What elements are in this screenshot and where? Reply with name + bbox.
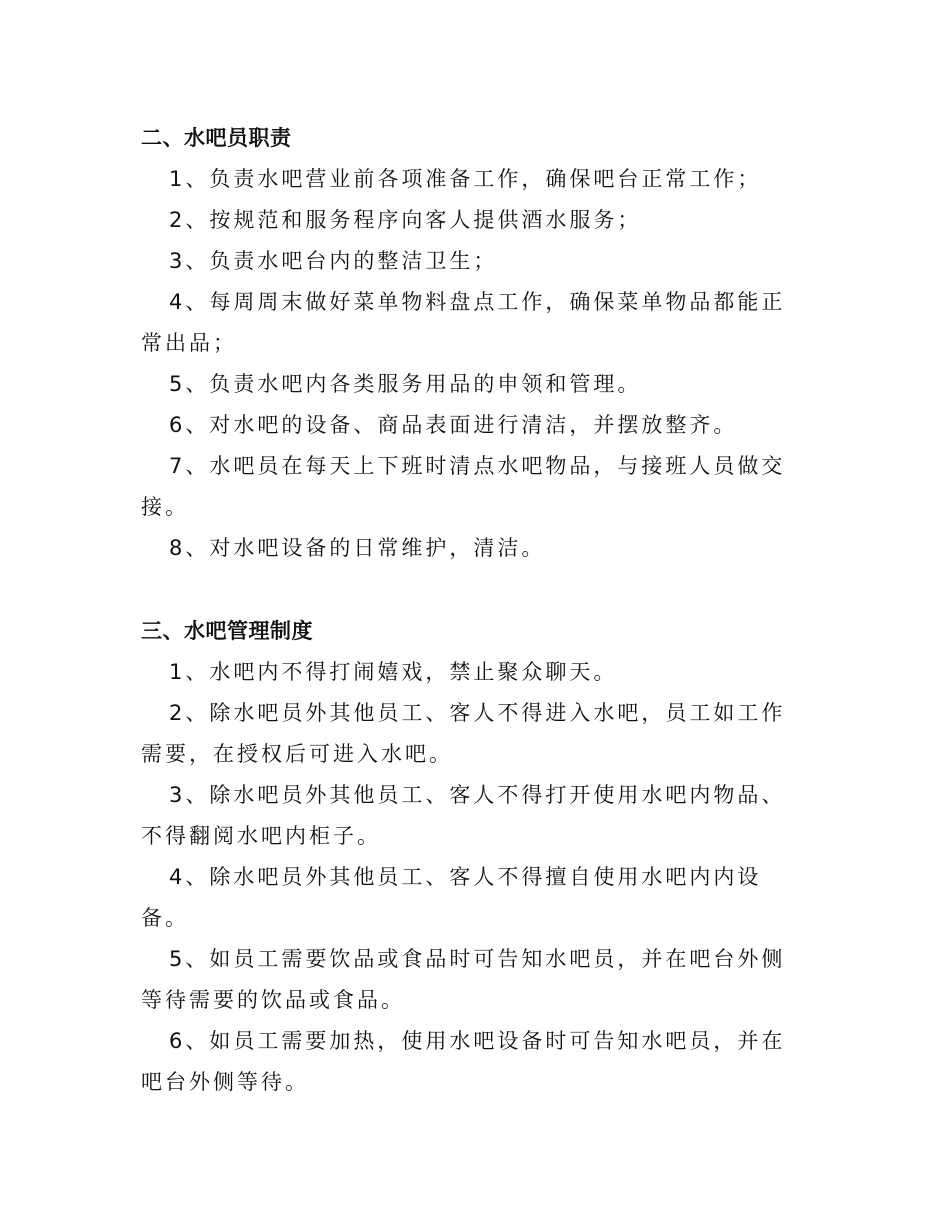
list-item: 4、除水吧员外其他员工、客人不得擅自使用水吧内内设备。 bbox=[141, 865, 762, 930]
list-item: 3、除水吧员外其他员工、客人不得打开使用水吧内物品、不得翻阅水吧内柜子。 bbox=[141, 783, 786, 848]
list-item: 3、负责水吧台内的整洁卫生； bbox=[169, 249, 498, 273]
section-title: 二、水吧员职责 bbox=[141, 126, 292, 150]
list-item: 5、如员工需要饮品或食品时可告知水吧员，并在吧台外侧等待需要的饮品或食品。 bbox=[141, 947, 786, 1012]
list-item: 6、如员工需要加热，使用水吧设备时可告知水吧员，并在吧台外侧等待。 bbox=[141, 1029, 786, 1094]
document-content bbox=[141, 118, 805, 1103]
list-item: 5、负责水吧内各类服务用品的申领和管理。 bbox=[169, 372, 642, 396]
duties-list bbox=[141, 159, 805, 569]
section-title: 三、水吧管理制度 bbox=[141, 619, 313, 643]
list-item: 8、对水吧设备的日常维护，清洁。 bbox=[169, 536, 546, 560]
section-bar-management-rules bbox=[141, 611, 805, 1103]
list-item: 7、水吧员在每天上下班时清点水吧物品，与接班人员做交接。 bbox=[141, 454, 786, 519]
list-item: 1、负责水吧营业前各项准备工作，确保吧台正常工作； bbox=[169, 167, 762, 191]
list-item: 6、对水吧的设备、商品表面进行清洁，并摆放整齐。 bbox=[169, 413, 738, 437]
list-item: 2、除水吧员外其他员工、客人不得进入水吧，员工如工作需要，在授权后可进入水吧。 bbox=[141, 701, 786, 766]
rules-list bbox=[141, 652, 805, 1103]
list-item: 4、每周周末做好菜单物料盘点工作，确保菜单物品都能正常出品； bbox=[141, 290, 786, 355]
list-item: 1、水吧内不得打闹嬉戏，禁止聚众聊天。 bbox=[169, 660, 618, 684]
list-item: 2、按规范和服务程序向客人提供酒水服务； bbox=[169, 208, 642, 232]
section-bar-staff-duties bbox=[141, 118, 805, 569]
